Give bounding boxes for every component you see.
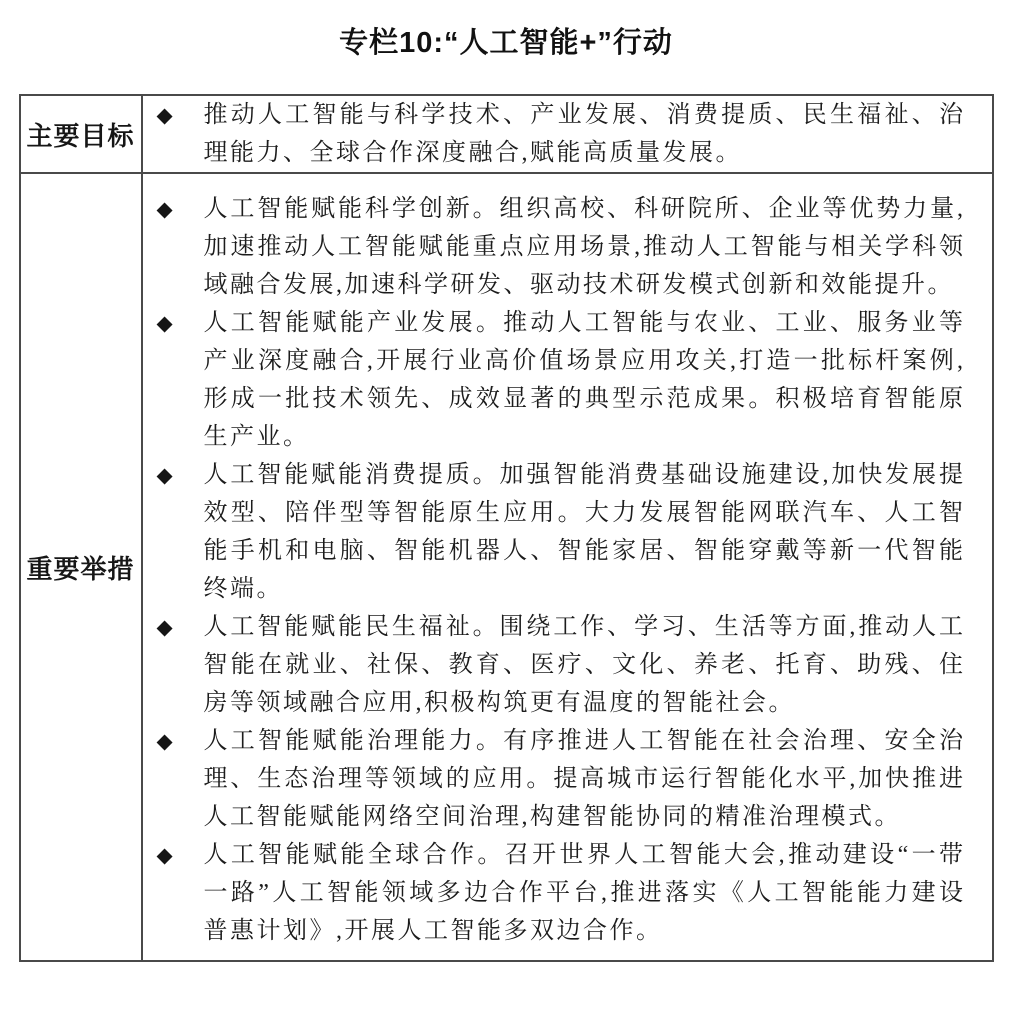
measure-item-livelihood [143,608,966,722]
diamond-bullet-icon: ◆ [156,843,173,867]
goal-item [143,96,966,172]
row-label-main-goals: 主要目标 [21,96,143,174]
measure-item-science [143,190,966,304]
measure-text: 人工智能赋能治理能力。有序推进人工智能在社会治理、安全治理、生态治理等领域的应用。提高城市运行智能化水平,加快推进人工智能赋能网络空间治理,构建智能协同的精准治理模式。 [203,728,966,830]
diamond-bullet-icon: ◆ [156,463,173,487]
measure-text: 人工智能赋能民生福祉。围绕工作、学习、生活等方面,推动人工智能在就业、社保、教育、医疗、文化、养老、托育、助残、住房等领域融合应用,积极构筑更有温度的智能社会。 [203,614,966,716]
diamond-bullet-icon: ◆ [156,729,173,753]
measure-item-industry [143,304,966,456]
measure-text: 人工智能赋能产业发展。推动人工智能与农业、工业、服务业等产业深度融合,开展行业高价值场景应用攻关,打造一批标杆案例,形成一批技术领先、成效显著的典型示范成果。积极培育智能原生产业。 [203,310,966,450]
measure-item-governance [143,722,966,836]
panel-table [19,94,994,962]
goal-text: 推动人工智能与科学技术、产业发展、消费提质、民生福祉、治理能力、全球合作深度融合,赋能高质量发展。 [203,102,966,166]
measure-item-consumption [143,456,966,608]
page-title: 专栏10:“人工智能+”行动 [339,27,673,59]
measure-text: 人工智能赋能消费提质。加强智能消费基础设施建设,加快发展提效型、陪伴型等智能原生应用。大力发展智能网联汽车、人工智能手机和电脑、智能机器人、智能家居、智能穿戴等新一代智能终端。 [203,462,966,602]
measure-item-global-cooperation [143,836,966,950]
key-measures-cell [143,174,994,962]
diamond-bullet-icon: ◆ [156,197,173,221]
measure-text: 人工智能赋能全球合作。召开世界人工智能大会,推动建设“一带一路”人工智能领域多边合作平台,推进落实《人工智能能力建设普惠计划》,开展人工智能多双边合作。 [203,842,966,944]
diamond-bullet-icon: ◆ [156,311,173,335]
main-goals-cell [143,96,994,174]
measure-text: 人工智能赋能科学创新。组织高校、科研院所、企业等优势力量,加速推动人工智能赋能重点应用场景,推动人工智能与相关学科领域融合发展,加速科学研发、驱动技术研发模式创新和效能提升。 [203,196,966,298]
diamond-bullet-icon: ◆ [156,103,173,127]
diamond-bullet-icon: ◆ [156,615,173,639]
row-label-key-measures: 重要举措 [21,174,143,962]
